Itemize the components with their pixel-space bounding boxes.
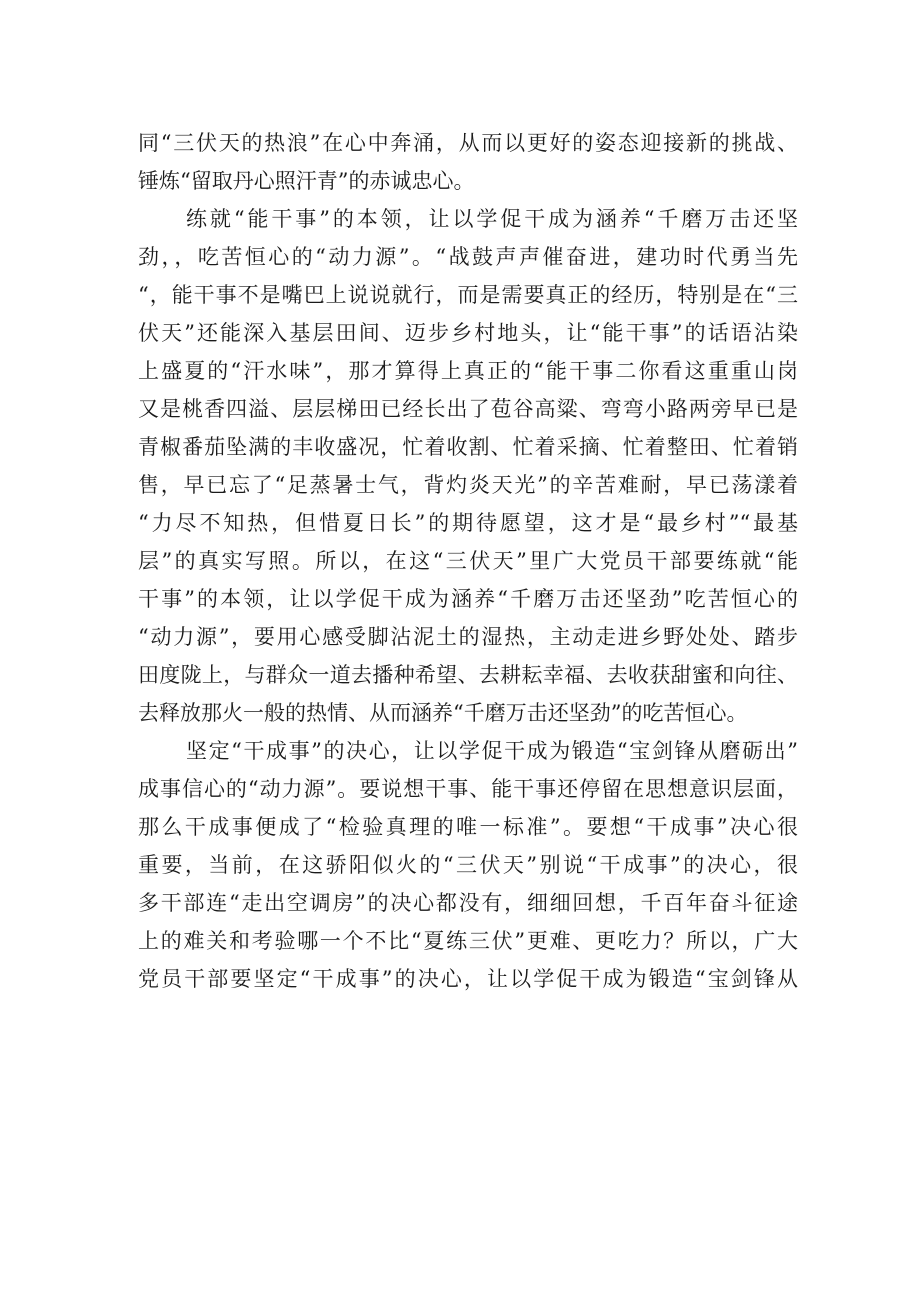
text-line: 成事信心的“动力源”。要说想干事、能干事还停留在思想意识层面， xyxy=(138,777,798,801)
text-line: 田度陇上，与群众一道去播种希望、去耕耘幸福、去收获甜蜜和向往、 xyxy=(138,663,798,687)
text-line: 锤炼“留取丹心照汗青”的赤诚忠心。 xyxy=(138,169,475,193)
text-line: 去释放那火一般的热情、从而涵养“千磨万击还坚劲”的吃苦恒心。 xyxy=(138,701,748,725)
text-line: 售，早已忘了“足蒸暑士气，背灼炎天光”的辛苦难耐，早已荡漾着 xyxy=(138,473,798,497)
text-line: 上的难关和考验哪一个不比“夏练三伏”更难、更吃力？所以，广大 xyxy=(138,929,798,953)
paragraph-first-line: 坚定“干成事”的决心，让以学促干成为锻造“宝剑锋从磨砺出” xyxy=(186,739,798,763)
text-line: 干事”的本领，让以学促干成为涵养“千磨万击还坚劲”吃苦恒心的 xyxy=(138,587,798,611)
text-line: 又是桃香四溢、层层梯田已经长出了苞谷高粱、弯弯小路两旁早已是 xyxy=(138,397,798,421)
text-line: 伏天”还能深入基层田间、迈步乡村地头，让“能干事”的话语沾染 xyxy=(138,321,798,345)
text-line: 重要，当前，在这骄阳似火的“三伏天”别说“干成事”的决心，很 xyxy=(138,853,798,877)
text-line: 层”的真实写照。所以，在这“三伏天”里广大党员干部要练就“能 xyxy=(138,549,798,573)
text-line: “，能干事不是嘴巴上说说就行，而是需要真正的经历，特别是在“三 xyxy=(138,283,798,307)
text-line: 多干部连“走出空调房”的决心都没有，细细回想，千百年奋斗征途 xyxy=(138,891,798,915)
paragraph-first-line: 练就“能干事”的本领，让以学促干成为涵养“千磨万击还坚 xyxy=(186,207,798,231)
text-line: “力尽不知热，但惜夏日长”的期待愿望，这才是“最乡村”“最基 xyxy=(138,511,798,535)
text-line: 同“三伏天的热浪”在心中奔涌，从而以更好的姿态迎接新的挑战、 xyxy=(138,131,798,155)
body-text xyxy=(138,124,798,998)
text-line: 上盛夏的“汗水味”，那才算得上真正的“能干事二你看这重重山岗 xyxy=(138,359,798,383)
text-line: 青椒番茄坠满的丰收盛况，忙着收割、忙着采摘、忙着整田、忙着销 xyxy=(138,435,798,459)
text-line: 劲，，吃苦恒心的“动力源”。“战鼓声声催奋进，建功时代勇当先 xyxy=(138,245,798,269)
text-line: 那么干成事便成了“检验真理的唯一标准”。要想“干成事”决心很 xyxy=(138,815,798,839)
text-line: 党员干部要坚定“干成事”的决心，让以学促干成为锻造“宝剑锋从 xyxy=(138,967,798,991)
text-line: “动力源”，要用心感受脚沾泥土的湿热，主动走进乡野处处、踏步 xyxy=(138,625,798,649)
